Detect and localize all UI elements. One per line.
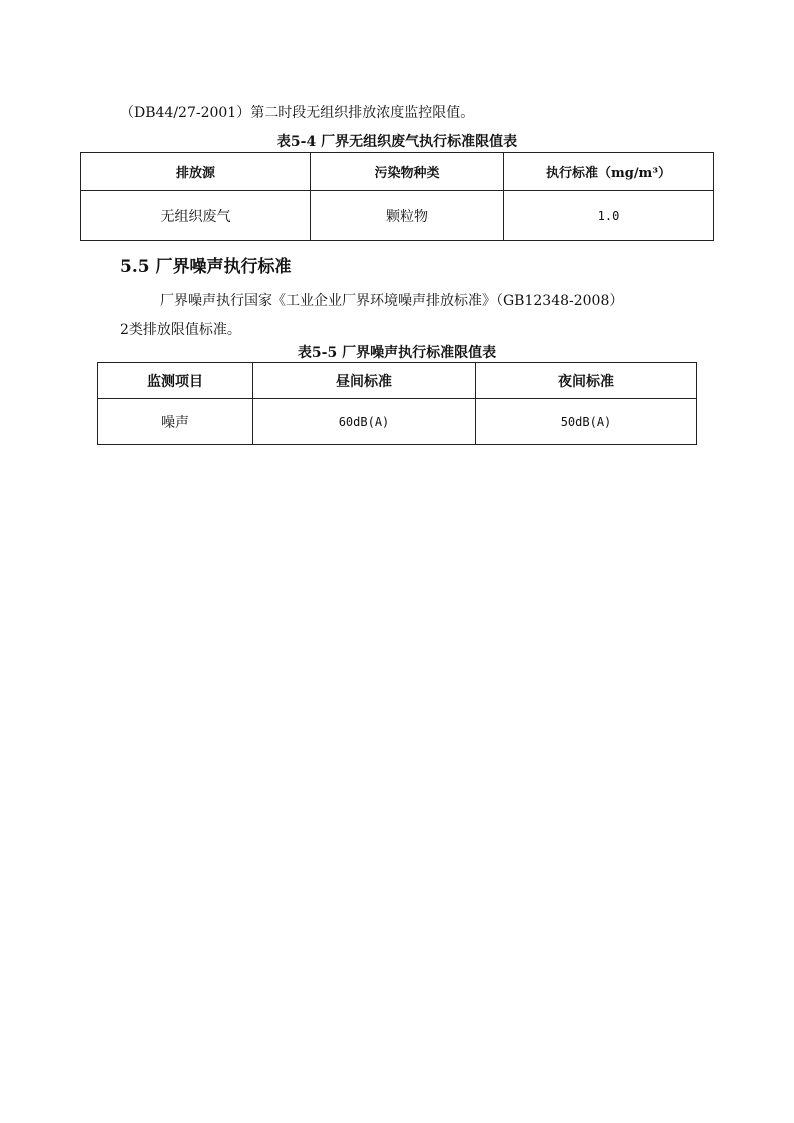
table-header-cell: 监测项目	[98, 363, 253, 399]
table-row	[81, 191, 714, 241]
table-header-cell: 昼间标准	[253, 363, 476, 399]
table-5-4	[80, 152, 714, 241]
table-header-cell: 污染物种类	[311, 153, 504, 191]
table-header-cell: 排放源	[81, 153, 311, 191]
table-cell: 无组织废气	[81, 191, 311, 241]
table-header-cell: 夜间标准	[476, 363, 697, 399]
intro-text-line: （DB44/27-2001）第二时段无组织排放浓度监控限值。	[120, 105, 475, 121]
section-heading: 5.5 厂界噪声执行标准	[120, 257, 292, 277]
table-cell: 1.0	[504, 191, 714, 241]
table-5-5	[97, 362, 697, 445]
paragraph-line: 厂界噪声执行国家《工业企业厂界环境噪声排放标准》（GB12348-2008）	[160, 293, 624, 309]
paragraph-line: 2类排放限值标准。	[120, 322, 241, 338]
table-5-5-caption: 表5-5 厂界噪声执行标准限值表	[297, 345, 497, 361]
table-cell: 50dB(A)	[476, 399, 697, 445]
table-header-row	[98, 363, 697, 399]
table-header-cell: 执行标准（mg/m³）	[504, 153, 714, 191]
table-header-row	[81, 153, 714, 191]
table-cell: 噪声	[98, 399, 253, 445]
table-cell: 颗粒物	[311, 191, 504, 241]
table-5-4-caption: 表5-4 厂界无组织废气执行标准限值表	[276, 134, 518, 150]
table-cell: 60dB(A)	[253, 399, 476, 445]
table-row	[98, 399, 697, 445]
